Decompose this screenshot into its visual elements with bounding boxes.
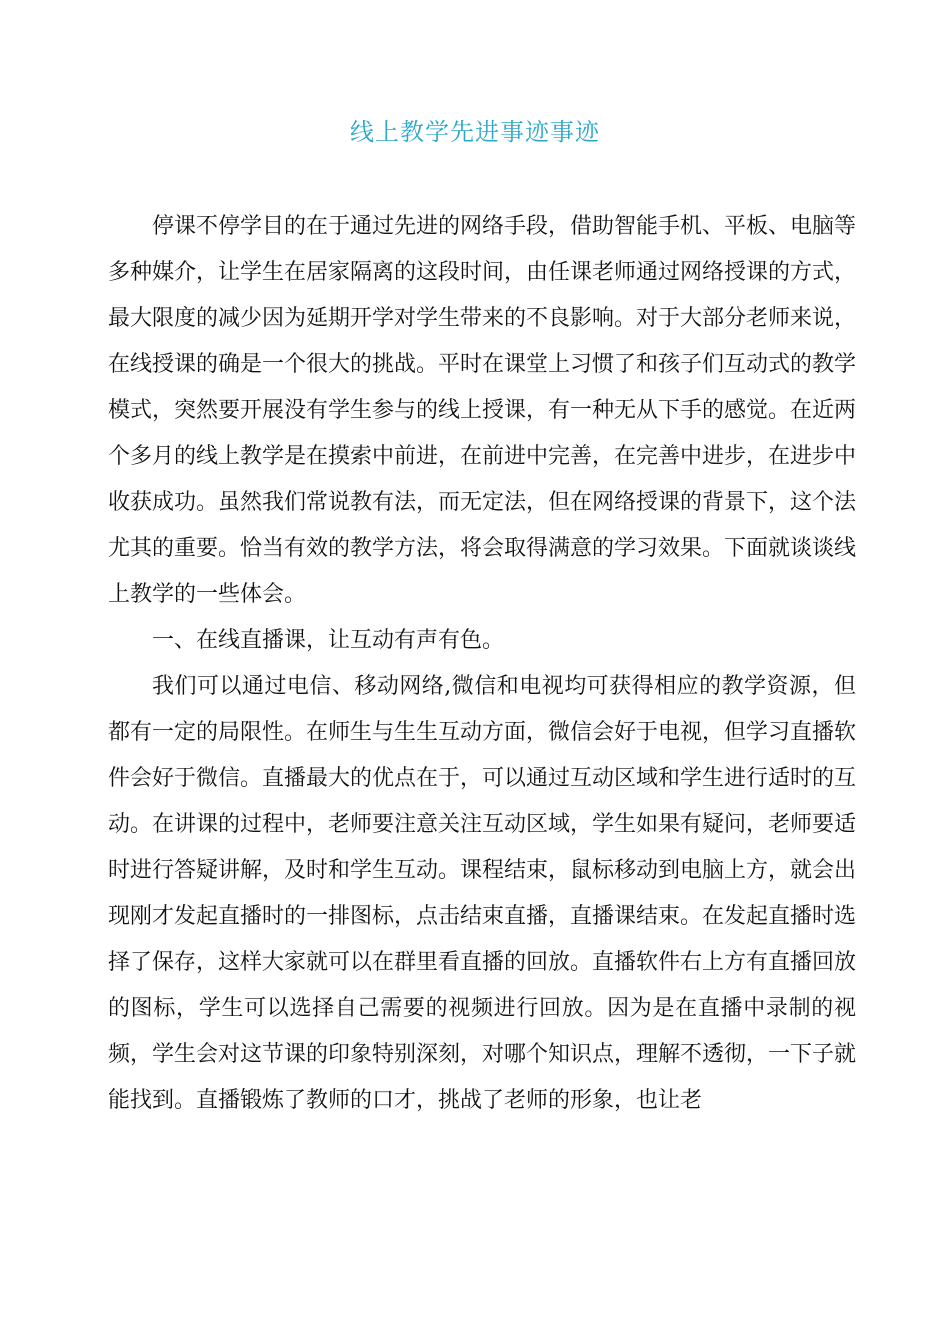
section-heading-1: 一、在线直播课，让互动有声有色。: [152, 628, 505, 653]
document-body: [108, 204, 856, 1124]
paragraph-live-class: 我们可以通过电信、移动网络,微信和电视均可获得相应的教学资源，但都有一定的局限性。在师生与生生互动方面，微信会好于电视，但学习直播软件会好于微信。直播最大的优点在于，可以通过互动区域和学生进行适时的互动。在讲课的过程中，老师要注意关注互动区域，学生如果有疑问，老师要适时进行答疑讲解，及时和学生互动。课程结束，鼠标移动到电脑上方，就会出现刚才发起直播时的一排图标，点击结束直播，直播课结束。在发起直播时选择了保存，这样大家就可以在群里看直播的回放。直播软件右上方有直播回放的图标，学生可以选择自己需要的视频进行回放。因为是在直播中录制的视频，学生会对这节课的印象特别深刻，对哪个知识点，理解不透彻，一下子就能找到。直播锻炼了教师的口才，挑战了老师的形象，也让老: [108, 674, 857, 1113]
document-title: 线上教学先进事迹事迹: [350, 118, 600, 146]
paragraph-intro: 停课不停学目的在于通过先进的网络手段，借助智能手机、平板、电脑等多种媒介，让学生在居家隔离的这段时间，由任课老师通过网络授课的方式，最大限度的减少因为延期开学对学生带来的不良影响。对于大部分老师来说，在线授课的确是一个很大的挑战。平时在课堂上习惯了和孩子们互动式的教学模式，突然要开展没有学生参与的线上授课，有一种无从下手的感觉。在近两个多月的线上教学是在摸索中前进，在前进中完善，在完善中进步，在进步中收获成功。虽然我们常说教有法，而无定法，但在网络授课的背景下，这个法尤其的重要。恰当有效的教学方法，将会取得满意的学习效果。下面就谈谈线上教学的一些体会。: [108, 214, 857, 607]
